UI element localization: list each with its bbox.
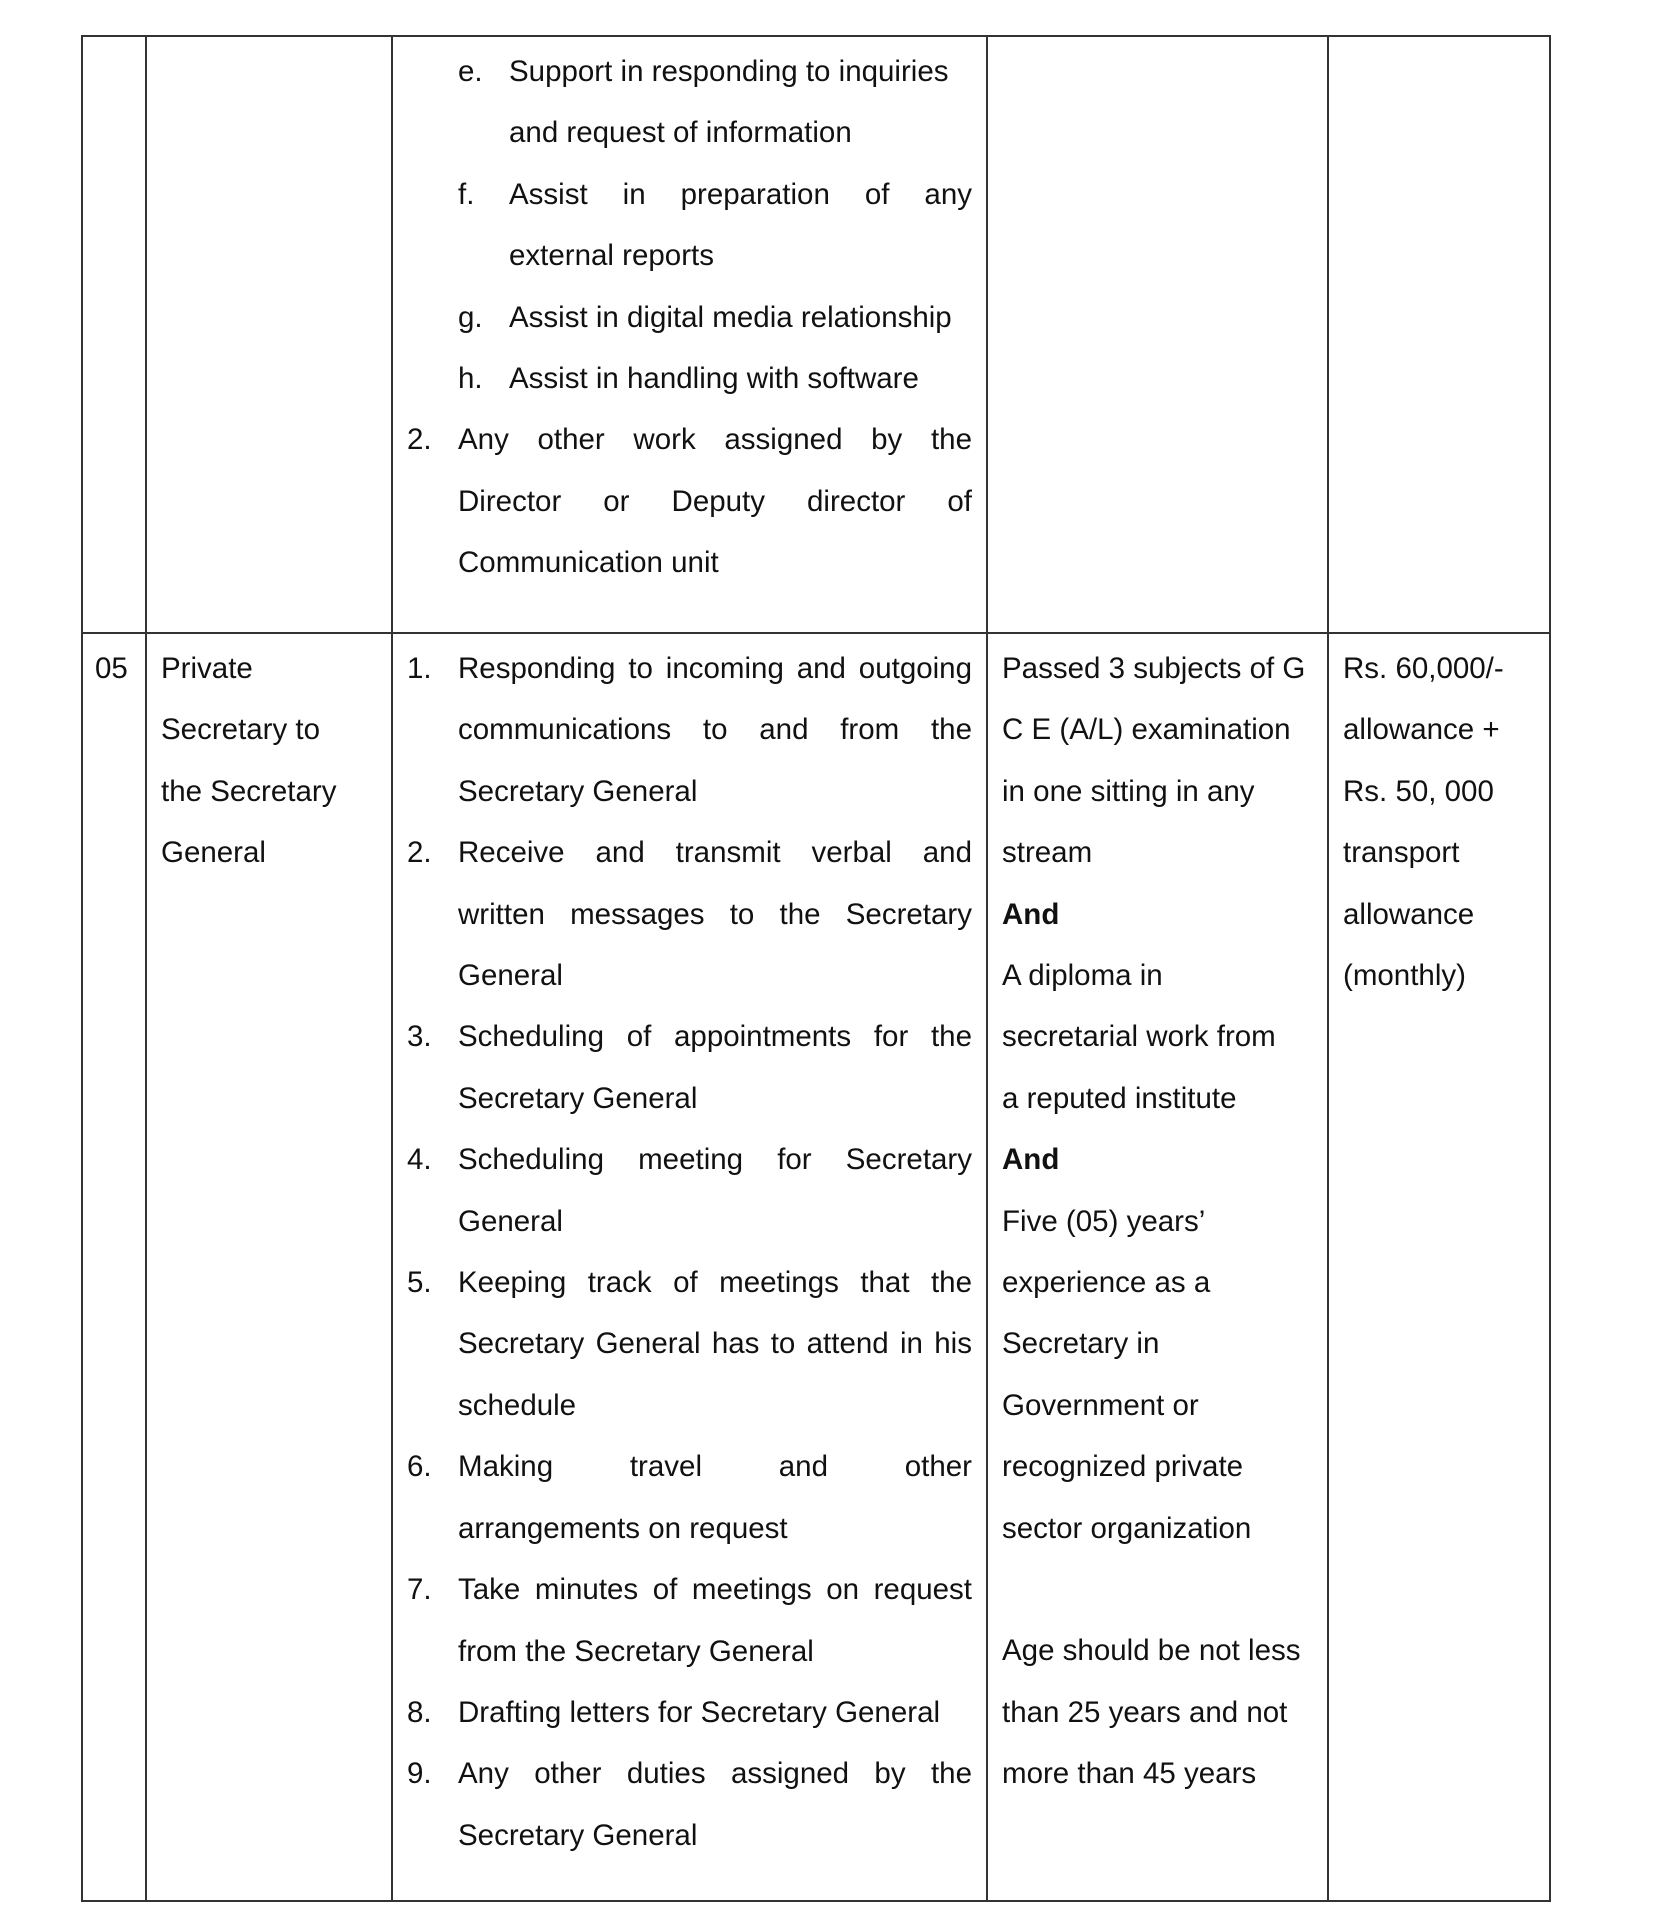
blank-line [1002, 1559, 1317, 1620]
list-item-line: Assist in digital media relationship [509, 300, 952, 334]
qualification-line: Passed 3 subjects of G [1002, 652, 1306, 685]
list-item-line: Drafting letters for Secretary General [458, 1695, 941, 1729]
list-item [407, 409, 972, 593]
list-item-line: Secretary General [458, 1081, 698, 1115]
vacancy-table [81, 35, 1551, 1902]
qualifications-cell [987, 36, 1328, 633]
list-item [458, 164, 972, 287]
qualification-line: Secretary in [1002, 1327, 1160, 1361]
number-cell [82, 36, 146, 633]
list-item [407, 1682, 972, 1743]
row-number: 05 [95, 652, 128, 685]
list-item-line: Communication unit [458, 546, 719, 580]
list-item [407, 1743, 972, 1866]
list-item [458, 41, 972, 164]
table-row-continued [82, 36, 1550, 633]
list-item [407, 1006, 972, 1129]
list-item-line: Any other duties assigned by the [458, 1757, 972, 1791]
salary-line: transport [1343, 836, 1460, 870]
list-item-line: Secretary General [458, 774, 698, 808]
list-item-line: General [458, 959, 563, 993]
qualifications-cell [987, 633, 1328, 1901]
list-item-line: Making travel and other [458, 1450, 972, 1484]
list-item-line: Any other work assigned by the [458, 423, 972, 457]
list-item-line: Keeping track of meetings that the [458, 1266, 972, 1300]
list-marker: 7. [407, 1573, 432, 1607]
list-item [407, 1559, 972, 1682]
list-item-line: Secretary General has to attend in his [458, 1327, 972, 1361]
salary-line: (monthly) [1343, 959, 1466, 993]
list-item-line: Responding to incoming and outgoing [458, 652, 972, 685]
qualification-line: Five (05) years’ [1002, 1204, 1206, 1238]
list-item-line: written messages to the Secretary [458, 897, 972, 931]
list-marker: e. [458, 55, 483, 88]
qualification-line: C E (A/L) examination [1002, 713, 1291, 747]
post-title-line: Secretary to [161, 713, 321, 747]
list-marker: 3. [407, 1020, 432, 1054]
post-title [147, 634, 391, 884]
list-item-line: communications to and from the [458, 713, 972, 747]
list-item [458, 348, 972, 409]
conjunction-and: And [1002, 1143, 1060, 1177]
list-item-line: Scheduling of appointments for the [458, 1020, 972, 1054]
list-item-line: schedule [458, 1388, 577, 1422]
list-item-line: and request of information [509, 116, 852, 150]
list-item [407, 1129, 972, 1252]
salary-line: Rs. 60,000/- [1343, 652, 1504, 685]
qualification-line: more than 45 years [1002, 1757, 1257, 1791]
list-marker: 1. [407, 652, 432, 685]
list-marker: g. [458, 300, 483, 334]
salary-line: allowance [1343, 897, 1475, 931]
list-marker: 2. [407, 836, 432, 870]
list-item-line: Secretary General [458, 1818, 698, 1852]
list-item-line: external reports [509, 239, 714, 273]
list-marker: 5. [407, 1266, 432, 1300]
list-item [407, 638, 972, 822]
list-item [407, 1252, 972, 1436]
post-title-line: General [161, 836, 266, 870]
list-item-line: Assist in handling with software [509, 362, 919, 396]
qualification-line: Age should be not less [1002, 1634, 1301, 1668]
salary-line: allowance + [1343, 713, 1500, 747]
duties-cell [392, 633, 987, 1901]
duties-cell [392, 36, 987, 633]
list-item [407, 1436, 972, 1559]
list-item-line: Take minutes of meetings on request [458, 1573, 972, 1607]
list-marker: h. [458, 362, 483, 396]
number-cell [82, 633, 146, 1901]
list-item [407, 822, 972, 1006]
list-marker: 4. [407, 1143, 432, 1177]
list-marker: 9. [407, 1757, 432, 1791]
duties-list [393, 638, 986, 1866]
list-item-line: arrangements on request [458, 1511, 788, 1545]
qualification-line: a reputed institute [1002, 1081, 1237, 1115]
qualification-line: A diploma in [1002, 959, 1163, 993]
list-item-line: General [458, 1204, 563, 1238]
post-title-line: Private [161, 652, 253, 685]
table-row-05 [82, 633, 1550, 1901]
qualification-line: in one sitting in any [1002, 774, 1255, 808]
qualification-line: recognized private [1002, 1450, 1244, 1484]
post-title-line: the Secretary [161, 774, 337, 808]
list-item-line: Scheduling meeting for Secretary [458, 1143, 972, 1177]
list-item-line: Receive and transmit verbal and [458, 836, 972, 870]
qualification-line: sector organization [1002, 1511, 1252, 1545]
qualification-line: experience as a [1002, 1266, 1211, 1300]
list-item-line: Director or Deputy director of [458, 484, 972, 518]
list-item-line: Support in responding to inquiries [509, 55, 949, 88]
qualification-line: Government or [1002, 1388, 1199, 1422]
post-cell [146, 633, 392, 1901]
post-cell [146, 36, 392, 633]
qualification-line: secretarial work from [1002, 1020, 1276, 1054]
list-marker: 2. [407, 423, 432, 457]
salary-text [1329, 634, 1549, 1006]
qualification-line: stream [1002, 836, 1093, 870]
list-marker: 8. [407, 1695, 432, 1729]
duties-list [393, 409, 986, 593]
list-marker: 6. [407, 1450, 432, 1484]
qualification-line: than 25 years and not [1002, 1695, 1288, 1729]
list-marker: f. [458, 177, 475, 211]
conjunction-and: And [1002, 897, 1060, 931]
qualifications-text [988, 634, 1327, 1805]
list-item-line: from the Secretary General [458, 1634, 814, 1668]
list-item-line: Assist in preparation of any [509, 177, 972, 211]
salary-cell [1328, 633, 1550, 1901]
sub-duties-list [393, 41, 986, 409]
salary-line: Rs. 50, 000 [1343, 774, 1494, 808]
salary-cell [1328, 36, 1550, 633]
list-item [458, 287, 972, 348]
